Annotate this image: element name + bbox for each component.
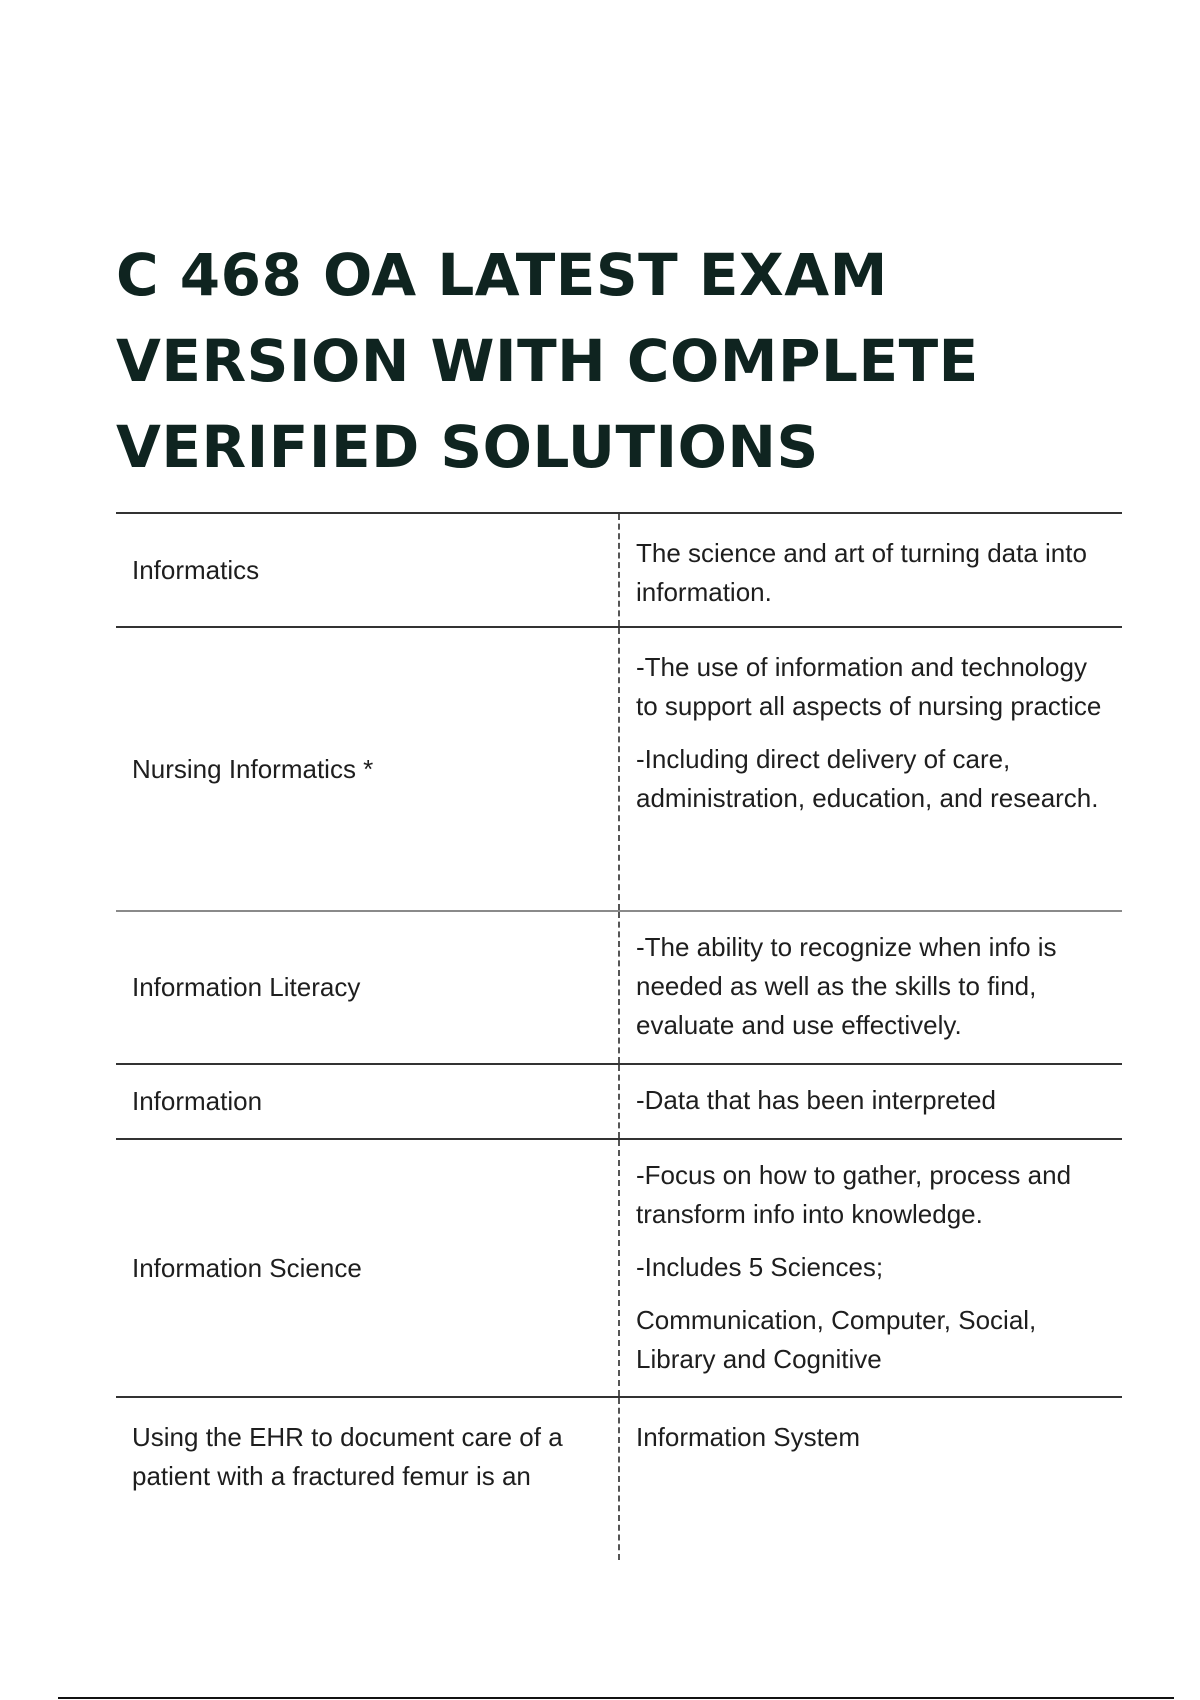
term-cell: Using the EHR to document care of a patient with a fractured femur is an bbox=[132, 1422, 563, 1491]
definition-text: -The use of information and technology to support all aspects of nursing practice bbox=[636, 652, 1102, 721]
table-row bbox=[116, 628, 1122, 912]
title-line-1: C 468 OA LATEST EXAM bbox=[116, 241, 888, 309]
definition-text: Information System bbox=[636, 1422, 860, 1452]
title-line-2: VERSION WITH COMPLETE bbox=[116, 327, 979, 395]
definition-cell bbox=[618, 912, 1122, 1063]
definition-text: Communication, Computer, Social, Library and Cognitive bbox=[636, 1305, 1037, 1374]
definition-cell bbox=[618, 514, 1122, 626]
definition-text: -Data that has been interpreted bbox=[636, 1085, 996, 1115]
definition-text: -Including direct delivery of care, administration, education, and research. bbox=[636, 744, 1099, 813]
table-row bbox=[116, 514, 1122, 628]
page-title bbox=[116, 232, 1116, 490]
footer-divider bbox=[58, 1697, 1174, 1699]
definition-text: The science and art of turning data into information. bbox=[636, 538, 1087, 607]
term-cell: Information Science bbox=[132, 1252, 362, 1283]
title-line-3: VERIFIED SOLUTIONS bbox=[116, 413, 819, 481]
table-row bbox=[116, 912, 1122, 1065]
term-cell: Nursing Informatics * bbox=[132, 753, 374, 784]
definition-text: -Focus on how to gather, process and transform info into knowledge. bbox=[636, 1160, 1072, 1229]
definition-cell bbox=[618, 1065, 1122, 1138]
definition-text: -Includes 5 Sciences; bbox=[636, 1252, 884, 1282]
flashcard-table bbox=[116, 512, 1122, 1560]
definition-cell bbox=[618, 1398, 1122, 1560]
definition-cell bbox=[618, 628, 1122, 910]
table-row bbox=[116, 1140, 1122, 1398]
definition-text: -The ability to recognize when info is needed as well as the skills to find, evaluate and use effectively. bbox=[636, 932, 1057, 1040]
table-row bbox=[116, 1398, 1122, 1560]
term-cell: Informatics bbox=[132, 554, 260, 585]
definition-cell bbox=[618, 1140, 1122, 1396]
term-cell: Information Literacy bbox=[132, 972, 361, 1002]
table-row bbox=[116, 1065, 1122, 1140]
term-cell: Information bbox=[132, 1086, 263, 1116]
